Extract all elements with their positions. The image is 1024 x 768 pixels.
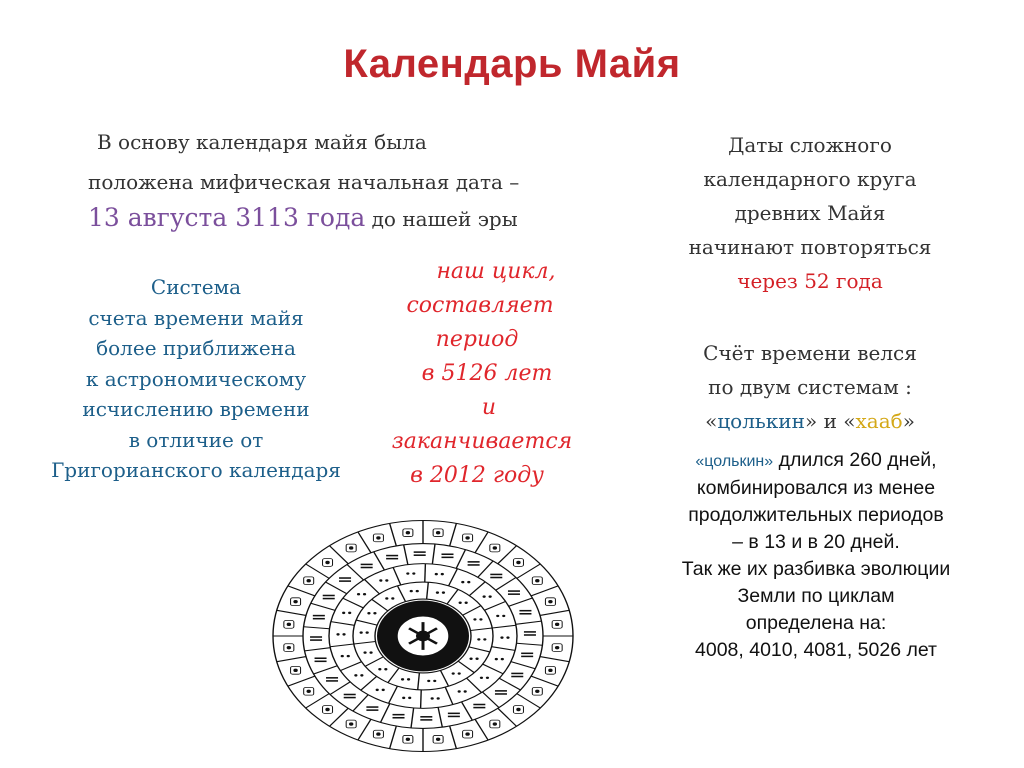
intro-line-2: положена мифическая начальная дата – (88, 170, 520, 194)
repeat-line: древних Майя (734, 201, 886, 225)
tzolkin-line: Земли по циклам (737, 585, 895, 607)
tzolkin-duration: длился 260 дней, (773, 449, 937, 471)
tzolkin-term: цолькин (717, 409, 805, 433)
quote-open: « (705, 409, 718, 433)
cycle-line: в 2012 году (410, 463, 544, 488)
system-line: к астрономическому (85, 366, 307, 391)
tzolkin-label: «цолькин» (695, 453, 774, 470)
tzolkin-line-1 (640, 447, 992, 475)
systems-line-1: Счёт времени велся (703, 341, 917, 365)
quote-close: » (804, 409, 818, 433)
tzolkin-line: 4008, 4010, 4081, 5026 лет (695, 639, 937, 661)
system-line: более приближена (96, 336, 296, 360)
haab-term: хааб (855, 409, 903, 433)
intro-line-1: В основу календаря майя была (97, 130, 427, 154)
tzolkin-line: комбинировался из менее (696, 477, 936, 499)
tzolkin-line: – в 13 и в 20 дней. (732, 531, 900, 553)
tzolkin-note (640, 447, 992, 664)
tzolkin-line: Так же их разбивка эволюции (681, 558, 951, 580)
repeat-line: календарного круга (703, 167, 917, 191)
cycle-repeat-note (640, 128, 980, 298)
system-line: исчислению времени (82, 397, 310, 421)
maya-calendar-wheel-icon (270, 518, 576, 758)
slide-title: Календарь Майя (343, 42, 681, 86)
cycle-line: в 5126 лет (421, 361, 553, 386)
cycle-line: и (481, 395, 497, 420)
conjunction: и (817, 409, 844, 433)
cycle-line: наш цикл, (436, 259, 556, 284)
system-line: Система (150, 275, 242, 299)
tzolkin-line: определена на: (745, 612, 887, 634)
two-systems-note (640, 336, 980, 438)
system-line: Григорианского календаря (51, 458, 341, 482)
system-line: счета времени майя (88, 305, 304, 330)
cycle-line: заканчивается (391, 429, 573, 454)
systems-line-2: по двум системам : (708, 375, 912, 399)
tzolkin-line: продолжительных периодов (688, 504, 944, 526)
quote-close: » (902, 409, 915, 433)
repeat-line: Даты сложного (728, 133, 892, 157)
cycle-line: период (435, 327, 519, 352)
repeat-line: начинают повторяться (688, 235, 932, 259)
time-system-note (20, 272, 372, 486)
cycle-line: составляет (406, 293, 554, 318)
repeat-period: через 52 года (737, 269, 883, 293)
quote-open: « (843, 409, 856, 433)
system-line: в отличие от (128, 427, 264, 452)
cycle-note (382, 255, 582, 493)
intro-era: до нашей эры (371, 207, 518, 231)
intro-line-3 (88, 203, 518, 232)
start-date: 13 августа 3113 года (88, 203, 366, 232)
systems-line-3 (640, 404, 980, 438)
